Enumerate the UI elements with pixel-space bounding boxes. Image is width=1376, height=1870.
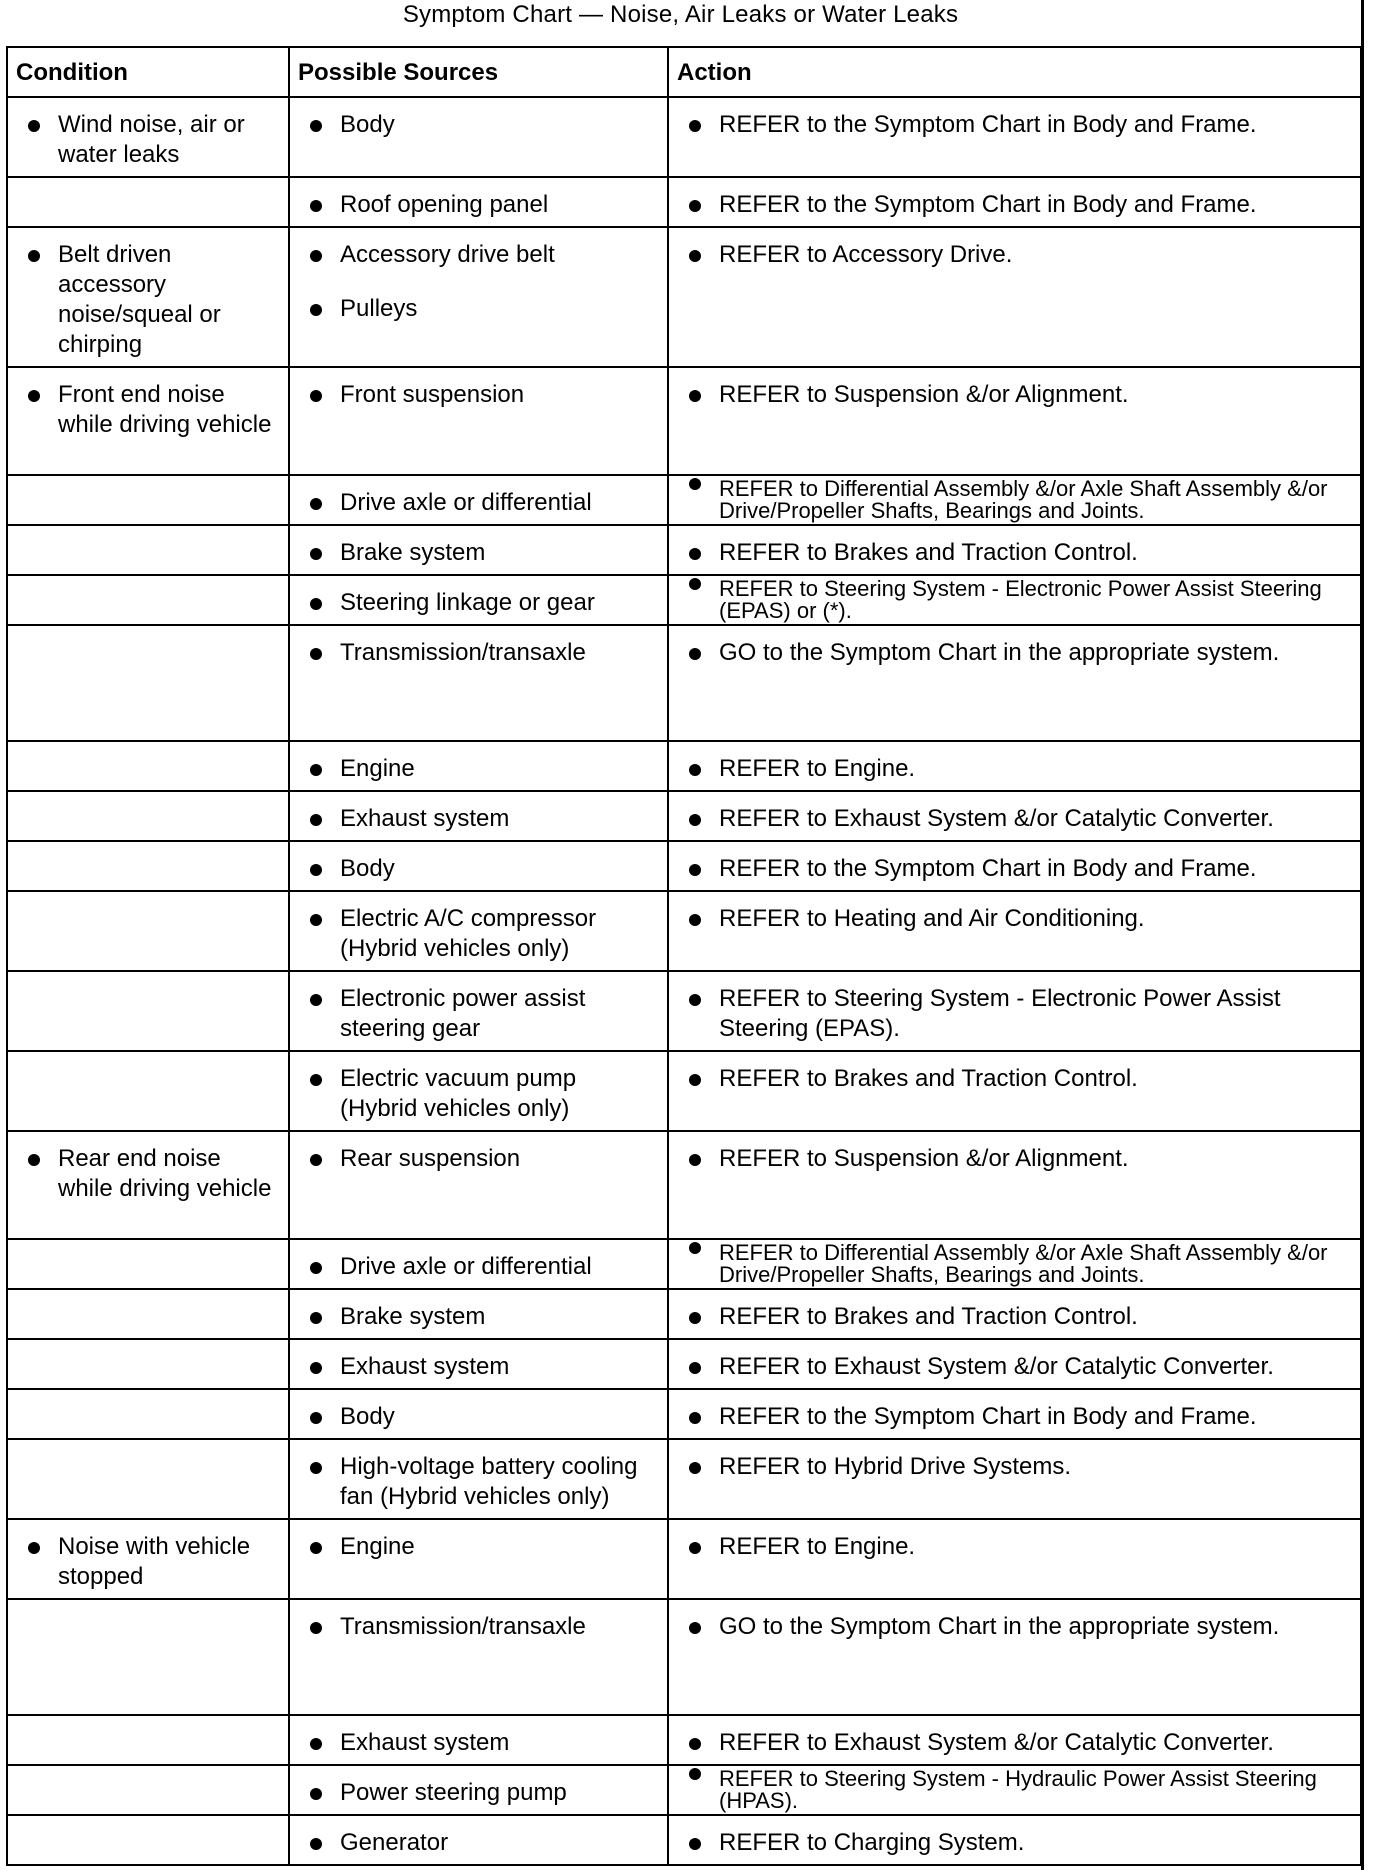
- source-item-text: Exhaust system: [340, 805, 510, 832]
- source-item: [310, 1064, 657, 1124]
- condition-item-text: Rear end noise while driving vehicle: [58, 1145, 272, 1202]
- bullet-icon: [28, 120, 40, 132]
- condition-cell: [7, 971, 289, 1051]
- bullet-icon: [310, 390, 322, 402]
- action-cell: [668, 1131, 1361, 1239]
- bullet-icon: [689, 390, 701, 402]
- bullet-icon: [689, 1074, 701, 1086]
- source-item: [310, 190, 657, 220]
- action-cell: [668, 1339, 1361, 1389]
- action-item: [689, 1144, 1354, 1174]
- bullet-icon: [310, 864, 322, 876]
- condition-cell: [7, 1339, 289, 1389]
- bullet-icon: [310, 1542, 322, 1554]
- bullet-icon: [689, 1542, 701, 1554]
- bullet-icon: [310, 1788, 322, 1800]
- condition-cell: [7, 791, 289, 841]
- action-item-text: REFER to Hybrid Drive Systems.: [719, 1453, 1072, 1480]
- sources-cell: [289, 177, 668, 227]
- bullet-icon: [28, 1154, 40, 1166]
- source-item-text: Brake system: [340, 1303, 486, 1330]
- source-item-text: Electric vacuum pump (Hybrid vehicles only): [340, 1065, 577, 1122]
- action-item-text: REFER to Brakes and Traction Control.: [719, 539, 1138, 566]
- bullet-icon: [28, 390, 40, 402]
- bullet-icon: [310, 250, 322, 262]
- action-item-text: REFER to Engine.: [719, 755, 916, 782]
- sources-cell: [289, 367, 668, 475]
- action-cell: [668, 97, 1361, 177]
- bullet-icon: [689, 1838, 701, 1850]
- bullet-icon: [689, 864, 701, 876]
- source-item-text: Body: [340, 1403, 395, 1430]
- bullet-icon: [310, 1462, 322, 1474]
- condition-cell: [7, 1051, 289, 1131]
- sources-cell: [289, 1131, 668, 1239]
- condition-item-text: Noise with vehicle stopped: [58, 1533, 251, 1590]
- action-item-text: REFER to Exhaust System &/or Catalytic Converter.: [719, 1353, 1274, 1380]
- action-item-text: REFER to Brakes and Traction Control.: [719, 1303, 1138, 1330]
- table-row: [7, 1389, 1361, 1439]
- action-item: [689, 854, 1354, 884]
- source-item-text: Exhaust system: [340, 1729, 510, 1756]
- table-row: [7, 177, 1361, 227]
- condition-cell: [7, 525, 289, 575]
- condition-cell: [7, 1765, 289, 1815]
- bullet-icon: [310, 1362, 322, 1374]
- action-item: [689, 1728, 1354, 1758]
- condition-cell: [7, 1519, 289, 1599]
- action-cell: [668, 891, 1361, 971]
- action-item-text: REFER to the Symptom Chart in Body and Frame.: [719, 1403, 1257, 1430]
- action-cell: [668, 1051, 1361, 1131]
- table-row: [7, 1599, 1361, 1715]
- source-item-text: Transmission/transaxle: [340, 639, 586, 666]
- source-item-text: Roof opening panel: [340, 191, 549, 218]
- column-header-condition: Condition: [7, 47, 289, 97]
- source-item: [310, 1352, 657, 1382]
- table-row: [7, 1239, 1361, 1289]
- action-cell: [668, 367, 1361, 475]
- condition-item: [28, 1144, 278, 1204]
- action-item: [689, 1768, 1354, 1812]
- bullet-icon: [689, 764, 701, 776]
- action-item-text: REFER to Exhaust System &/or Catalytic Converter.: [719, 1729, 1274, 1756]
- action-item: [689, 1612, 1354, 1642]
- condition-cell: [7, 97, 289, 177]
- bullet-icon: [689, 914, 701, 926]
- bullet-icon: [689, 1738, 701, 1750]
- sources-cell: [289, 97, 668, 177]
- bullet-icon: [310, 304, 322, 316]
- sources-cell: [289, 1765, 668, 1815]
- bullet-icon: [689, 200, 701, 212]
- bullet-icon: [689, 1362, 701, 1374]
- source-item: [310, 754, 657, 784]
- table-row: [7, 1765, 1361, 1815]
- source-item-text: Accessory drive belt: [340, 241, 555, 268]
- action-cell: [668, 177, 1361, 227]
- action-cell: [668, 525, 1361, 575]
- sources-cell: [289, 741, 668, 791]
- source-item: [310, 294, 657, 324]
- source-item: [310, 1778, 657, 1808]
- source-item-text: Electronic power assist steering gear: [340, 985, 586, 1042]
- action-cell: [668, 1765, 1361, 1815]
- bullet-icon: [310, 814, 322, 826]
- action-item: [689, 380, 1354, 410]
- source-item-text: Drive axle or differential: [340, 489, 592, 516]
- sources-cell: [289, 1389, 668, 1439]
- column-header-action: Action: [668, 47, 1361, 97]
- bullet-icon: [689, 1462, 701, 1474]
- table-row: [7, 741, 1361, 791]
- condition-cell: [7, 575, 289, 625]
- sources-cell: [289, 1815, 668, 1865]
- sources-cell: [289, 475, 668, 525]
- condition-cell: [7, 1239, 289, 1289]
- source-item: [310, 488, 657, 518]
- action-item-text: REFER to Brakes and Traction Control.: [719, 1065, 1138, 1092]
- action-item: [689, 1828, 1354, 1858]
- bullet-icon: [310, 548, 322, 560]
- action-item: [689, 110, 1354, 140]
- condition-cell: [7, 177, 289, 227]
- table-row: [7, 1131, 1361, 1239]
- condition-item: [28, 380, 278, 440]
- condition-cell: [7, 1599, 289, 1715]
- bullet-icon: [689, 548, 701, 560]
- table-row: [7, 575, 1361, 625]
- bullet-icon: [310, 648, 322, 660]
- action-cell: [668, 1599, 1361, 1715]
- page-title: Symptom Chart — Noise, Air Leaks or Water Leaks: [402, 1, 959, 28]
- bullet-icon: [310, 1312, 322, 1324]
- source-item: [310, 1302, 657, 1332]
- action-cell: [668, 1289, 1361, 1339]
- bullet-icon: [689, 1768, 701, 1780]
- source-item: [310, 804, 657, 834]
- action-item-text: REFER to the Symptom Chart in Body and Frame.: [719, 855, 1257, 882]
- condition-cell: [7, 1715, 289, 1765]
- action-item: [689, 1242, 1354, 1286]
- bullet-icon: [28, 1542, 40, 1554]
- bullet-icon: [310, 1412, 322, 1424]
- sources-cell: [289, 1599, 668, 1715]
- bullet-icon: [310, 200, 322, 212]
- condition-cell: [7, 891, 289, 971]
- action-item-text: REFER to the Symptom Chart in Body and Frame.: [719, 111, 1257, 138]
- action-item: [689, 638, 1354, 668]
- table-row: [7, 791, 1361, 841]
- sources-cell: [289, 1289, 668, 1339]
- bullet-icon: [310, 994, 322, 1006]
- bullet-icon: [310, 1738, 322, 1750]
- source-item: [310, 854, 657, 884]
- bullet-icon: [689, 120, 701, 132]
- condition-cell: [7, 841, 289, 891]
- action-cell: [668, 841, 1361, 891]
- action-item-text: REFER to Exhaust System &/or Catalytic Converter.: [719, 805, 1274, 832]
- source-item: [310, 538, 657, 568]
- source-item: [310, 1728, 657, 1758]
- bullet-icon: [689, 250, 701, 262]
- action-item-text: REFER to Steering System - Hydraulic Power Assist Steering (HPAS).: [719, 1766, 1317, 1813]
- sources-cell: [289, 1339, 668, 1389]
- action-item-text: REFER to Charging System.: [719, 1829, 1025, 1856]
- action-cell: [668, 1715, 1361, 1765]
- action-cell: [668, 1519, 1361, 1599]
- bullet-icon: [689, 648, 701, 660]
- bullet-icon: [689, 994, 701, 1006]
- table-row: [7, 891, 1361, 971]
- action-item-text: REFER to the Symptom Chart in Body and Frame.: [719, 191, 1257, 218]
- bullet-icon: [689, 1312, 701, 1324]
- source-item-text: Electric A/C compressor (Hybrid vehicles only): [340, 905, 597, 962]
- source-item-text: Steering linkage or gear: [340, 589, 595, 616]
- action-cell: [668, 791, 1361, 841]
- sources-cell: [289, 971, 668, 1051]
- sources-cell: [289, 625, 668, 741]
- action-item: [689, 1352, 1354, 1382]
- bullet-icon: [310, 498, 322, 510]
- condition-cell: [7, 1439, 289, 1519]
- source-item: [310, 1402, 657, 1432]
- bullet-icon: [689, 578, 701, 590]
- table-row: [7, 1715, 1361, 1765]
- action-cell: [668, 741, 1361, 791]
- source-item-text: Body: [340, 111, 395, 138]
- table-row: [7, 841, 1361, 891]
- condition-cell: [7, 227, 289, 367]
- sources-cell: [289, 525, 668, 575]
- source-item: [310, 1828, 657, 1858]
- source-item-text: Power steering pump: [340, 1779, 567, 1806]
- action-cell: [668, 971, 1361, 1051]
- sources-cell: [289, 1715, 668, 1765]
- table-row: [7, 1289, 1361, 1339]
- sources-cell: [289, 891, 668, 971]
- condition-item: [28, 110, 278, 170]
- source-item: [310, 638, 657, 668]
- source-item: [310, 1452, 657, 1512]
- source-item-text: Drive axle or differential: [340, 1253, 592, 1280]
- source-item: [310, 380, 657, 410]
- action-item-text: REFER to Steering System - Electronic Power Assist Steering (EPAS).: [719, 985, 1281, 1042]
- source-item-text: Rear suspension: [340, 1145, 521, 1172]
- bullet-icon: [310, 598, 322, 610]
- source-item: [310, 588, 657, 618]
- source-item: [310, 110, 657, 140]
- action-item-text: REFER to Heating and Air Conditioning.: [719, 905, 1145, 932]
- action-cell: [668, 575, 1361, 625]
- action-item: [689, 578, 1354, 622]
- condition-item-text: Belt driven accessory noise/squeal or chirping: [58, 241, 221, 358]
- sources-cell: [289, 841, 668, 891]
- table-row: [7, 1519, 1361, 1599]
- bullet-icon: [310, 764, 322, 776]
- sources-cell: [289, 1239, 668, 1289]
- source-item-text: Engine: [340, 1533, 415, 1560]
- action-item-text: GO to the Symptom Chart in the appropriate system.: [719, 639, 1280, 666]
- source-item-text: Body: [340, 855, 395, 882]
- sources-cell: [289, 791, 668, 841]
- action-item: [689, 478, 1354, 522]
- bullet-icon: [310, 1074, 322, 1086]
- action-item: [689, 1452, 1354, 1482]
- source-item-text: Pulleys: [340, 295, 418, 322]
- bullet-icon: [310, 914, 322, 926]
- condition-cell: [7, 1815, 289, 1865]
- condition-item-text: Front end noise while driving vehicle: [58, 381, 272, 438]
- action-item-text: REFER to Accessory Drive.: [719, 241, 1013, 268]
- table-row: [7, 367, 1361, 475]
- sources-cell: [289, 1439, 668, 1519]
- action-item: [689, 1302, 1354, 1332]
- table-row: [7, 1339, 1361, 1389]
- action-item: [689, 804, 1354, 834]
- bullet-icon: [689, 478, 701, 490]
- source-item-text: Generator: [340, 1829, 449, 1856]
- table-row: [7, 227, 1361, 367]
- bullet-icon: [689, 1242, 701, 1254]
- bullet-icon: [689, 1622, 701, 1634]
- chart-body: [7, 97, 1361, 1865]
- bullet-icon: [310, 1838, 322, 1850]
- header-row: [7, 47, 1361, 97]
- condition-cell: [7, 625, 289, 741]
- action-item-text: GO to the Symptom Chart in the appropriate system.: [719, 1613, 1280, 1640]
- source-item-text: Transmission/transaxle: [340, 1613, 586, 1640]
- action-item: [689, 190, 1354, 220]
- table-row: [7, 97, 1361, 177]
- condition-cell: [7, 367, 289, 475]
- action-item: [689, 1532, 1354, 1562]
- action-item: [689, 1064, 1354, 1094]
- table-row: [7, 475, 1361, 525]
- source-item: [310, 240, 657, 270]
- action-item: [689, 754, 1354, 784]
- table-row: [7, 1051, 1361, 1131]
- action-cell: [668, 1389, 1361, 1439]
- bullet-icon: [310, 1622, 322, 1634]
- bullet-icon: [310, 1262, 322, 1274]
- table-row: [7, 1439, 1361, 1519]
- action-item: [689, 1402, 1354, 1432]
- sources-cell: [289, 227, 668, 367]
- action-item: [689, 984, 1354, 1044]
- source-item: [310, 1532, 657, 1562]
- source-item-text: High-voltage battery cooling fan (Hybrid vehicles only): [340, 1453, 638, 1510]
- condition-item-text: Wind noise, air or water leaks: [58, 111, 245, 168]
- condition-cell: [7, 741, 289, 791]
- sources-cell: [289, 575, 668, 625]
- condition-cell: [7, 1131, 289, 1239]
- source-item-text: Brake system: [340, 539, 486, 566]
- bullet-icon: [310, 120, 322, 132]
- bullet-icon: [689, 814, 701, 826]
- action-cell: [668, 1439, 1361, 1519]
- sources-cell: [289, 1051, 668, 1131]
- action-item-text: REFER to Engine.: [719, 1533, 916, 1560]
- action-item: [689, 240, 1354, 270]
- source-item: [310, 1252, 657, 1282]
- action-item-text: REFER to Suspension &/or Alignment.: [719, 381, 1129, 408]
- bullet-icon: [28, 250, 40, 262]
- action-item-text: REFER to Differential Assembly &/or Axle Shaft Assembly &/or Drive/Propeller Shafts, Bearings and Joints.: [719, 476, 1328, 523]
- bullet-icon: [689, 1154, 701, 1166]
- source-item: [310, 984, 657, 1044]
- sources-cell: [289, 1519, 668, 1599]
- column-header-possible-sources: Possible Sources: [289, 47, 668, 97]
- action-item-text: REFER to Suspension &/or Alignment.: [719, 1145, 1129, 1172]
- bullet-icon: [689, 1412, 701, 1424]
- source-item: [310, 904, 657, 964]
- source-item: [310, 1612, 657, 1642]
- condition-cell: [7, 1289, 289, 1339]
- action-cell: [668, 1815, 1361, 1865]
- action-cell: [668, 1239, 1361, 1289]
- action-cell: [668, 625, 1361, 741]
- action-item: [689, 538, 1354, 568]
- source-item-text: Engine: [340, 755, 415, 782]
- table-row: [7, 625, 1361, 741]
- action-cell: [668, 227, 1361, 367]
- action-item-text: REFER to Differential Assembly &/or Axle Shaft Assembly &/or Drive/Propeller Shafts, Bearings and Joints.: [719, 1240, 1328, 1287]
- bullet-icon: [310, 1154, 322, 1166]
- action-cell: [668, 475, 1361, 525]
- condition-item: [28, 240, 278, 360]
- condition-item: [28, 1532, 278, 1592]
- action-item: [689, 904, 1354, 934]
- source-item: [310, 1144, 657, 1174]
- condition-cell: [7, 475, 289, 525]
- table-row: [7, 1815, 1361, 1865]
- condition-cell: [7, 1389, 289, 1439]
- source-item-text: Exhaust system: [340, 1353, 510, 1380]
- action-item-text: REFER to Steering System - Electronic Power Assist Steering (EPAS) or (*).: [719, 576, 1322, 623]
- table-row: [7, 525, 1361, 575]
- symptom-chart-table: [6, 46, 1362, 1866]
- source-item-text: Front suspension: [340, 381, 525, 408]
- table-row: [7, 971, 1361, 1051]
